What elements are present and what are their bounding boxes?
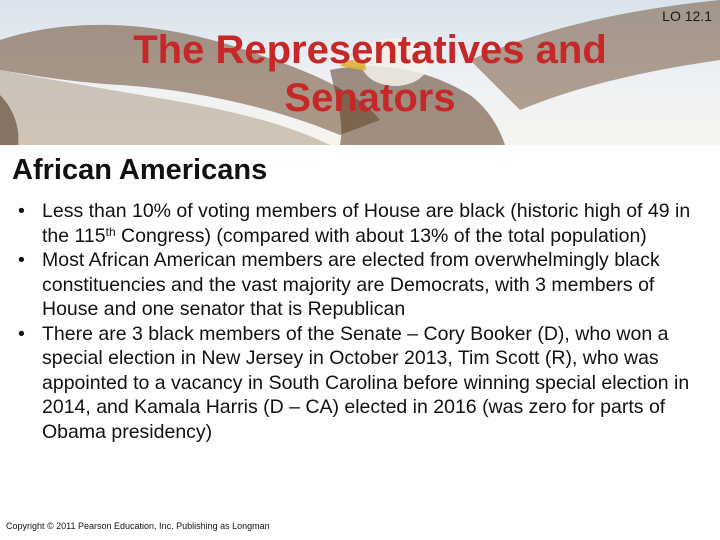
bullet-text: Most African American members are elected from overwhelmingly black constituencies and the vast majority are Democrats, with 3 members of House and one senator that is Republican [42, 249, 660, 320]
learning-objective-tag: LO 12.1 [662, 8, 712, 24]
bullet-item [18, 322, 698, 445]
bullet-text: There are 3 black members of the Senate – Cory Booker (D), who won a special election in New Jersey in October 2013, Tim Scott (R), who was appointed to a vacancy in South Carolina before winning special election in 2014, and Kamala Harris (D – CA) elected in 2016 (was zero for parts of Obama presidency) [42, 322, 690, 443]
slide-title: The Representatives and Senators [133, 28, 607, 120]
header-banner [0, 0, 720, 145]
section-subtitle: African Americans [12, 154, 268, 186]
bullet-icon: • [18, 322, 25, 345]
bullet-icon: • [18, 249, 25, 271]
bullet-list [18, 199, 698, 444]
bullet-icon: • [18, 200, 25, 222]
bullet-text-part: Less than 10% of voting members of House are black (historic high of 49 in the 115 [42, 200, 691, 247]
superscript: th [105, 224, 116, 239]
copyright-footer: Copyright © 2011 Pearson Education, Inc. Publishing as Longman [6, 521, 270, 531]
bullet-item [18, 248, 698, 322]
bullet-text-part: Congress) (compared with about 13% of the total population) [115, 224, 647, 247]
bullet-item [18, 199, 698, 248]
